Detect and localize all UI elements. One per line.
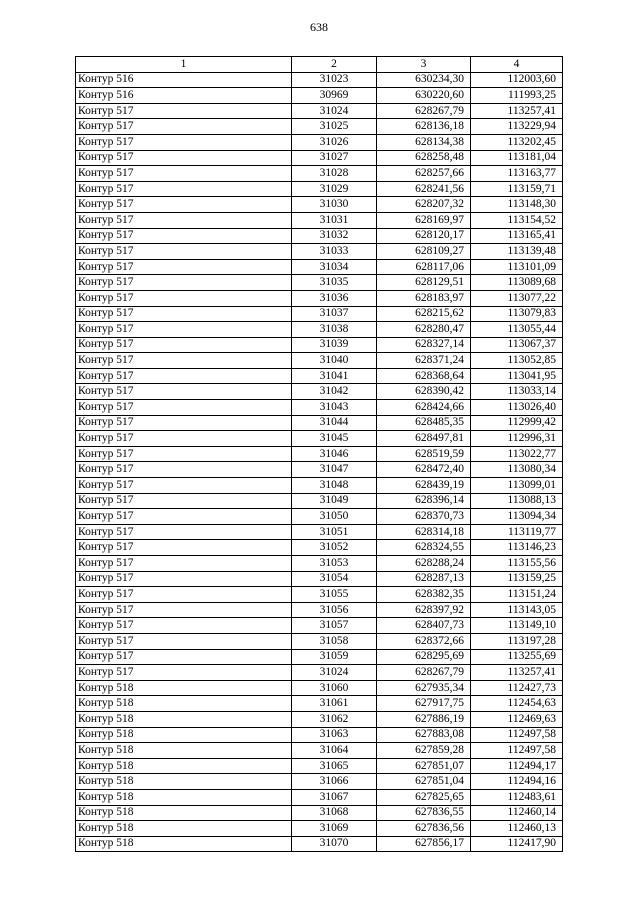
table-row [76,680,563,696]
y-coordinate-cell: 113165,41 [471,228,563,244]
table-row [76,524,563,540]
x-coordinate-cell: 628397,92 [377,602,471,618]
point-number-cell: 31057 [292,618,377,634]
x-coordinate-cell: 628257,66 [377,166,471,182]
y-coordinate-cell: 113041,95 [471,368,563,384]
contour-name-cell: Контур 517 [76,322,292,338]
table-row [76,244,563,260]
x-coordinate-cell: 628267,79 [377,665,471,681]
x-coordinate-cell: 628287,13 [377,571,471,587]
y-coordinate-cell: 113088,13 [471,493,563,509]
point-number-cell: 31024 [292,103,377,119]
table-row [76,259,563,275]
y-coordinate-cell: 112460,13 [471,821,563,837]
x-coordinate-cell: 628407,73 [377,618,471,634]
x-coordinate-cell: 628472,40 [377,462,471,478]
point-number-cell: 31026 [292,134,377,150]
coordinates-table [75,56,563,852]
table-row [76,602,563,618]
x-coordinate-cell: 628134,38 [377,134,471,150]
y-coordinate-cell: 113159,25 [471,571,563,587]
y-coordinate-cell: 113143,05 [471,602,563,618]
y-coordinate-cell: 112494,16 [471,774,563,790]
table-header-row [76,57,563,73]
y-coordinate-cell: 112460,14 [471,805,563,821]
point-number-cell: 31051 [292,524,377,540]
x-coordinate-cell: 627856,17 [377,836,471,852]
y-coordinate-cell: 113197,28 [471,633,563,649]
contour-name-cell: Контур 518 [76,758,292,774]
x-coordinate-cell: 627859,28 [377,743,471,759]
point-number-cell: 31038 [292,322,377,338]
y-coordinate-cell: 113022,77 [471,446,563,462]
y-coordinate-cell: 113154,52 [471,212,563,228]
contour-name-cell: Контур 517 [76,633,292,649]
point-number-cell: 31044 [292,415,377,431]
contour-name-cell: Контур 518 [76,774,292,790]
y-coordinate-cell: 112454,63 [471,696,563,712]
x-coordinate-cell: 628215,62 [377,306,471,322]
x-coordinate-cell: 628120,17 [377,228,471,244]
point-number-cell: 31035 [292,275,377,291]
contour-name-cell: Контур 517 [76,368,292,384]
y-coordinate-cell: 113101,09 [471,259,563,275]
x-coordinate-cell: 628267,79 [377,103,471,119]
table-row [76,633,563,649]
point-number-cell: 31055 [292,587,377,603]
y-coordinate-cell: 111993,25 [471,88,563,104]
contour-name-cell: Контур 517 [76,571,292,587]
point-number-cell: 31036 [292,290,377,306]
x-coordinate-cell: 628370,73 [377,509,471,525]
x-coordinate-cell: 630220,60 [377,88,471,104]
x-coordinate-cell: 628519,59 [377,446,471,462]
point-number-cell: 31046 [292,446,377,462]
table-row [76,353,563,369]
y-coordinate-cell: 113155,56 [471,556,563,572]
y-coordinate-cell: 113257,41 [471,665,563,681]
point-number-cell: 31061 [292,696,377,712]
table-row [76,88,563,104]
table-row [76,150,563,166]
x-coordinate-cell: 628327,14 [377,337,471,353]
contour-name-cell: Контур 518 [76,680,292,696]
point-number-cell: 31067 [292,789,377,805]
point-number-cell: 31065 [292,758,377,774]
contour-name-cell: Контур 517 [76,587,292,603]
point-number-cell: 31023 [292,72,377,88]
table-row [76,789,563,805]
table-row [76,493,563,509]
table-row [76,556,563,572]
y-coordinate-cell: 113148,30 [471,197,563,213]
y-coordinate-cell: 113089,68 [471,275,563,291]
x-coordinate-cell: 627917,75 [377,696,471,712]
point-number-cell: 31056 [292,602,377,618]
contour-name-cell: Контур 517 [76,649,292,665]
x-coordinate-cell: 627935,34 [377,680,471,696]
contour-name-cell: Контур 517 [76,540,292,556]
contour-name-cell: Контур 516 [76,88,292,104]
x-coordinate-cell: 628382,35 [377,587,471,603]
contour-name-cell: Контур 517 [76,665,292,681]
table-row [76,306,563,322]
table-row [76,727,563,743]
contour-name-cell: Контур 517 [76,400,292,416]
table-row [76,275,563,291]
contour-name-cell: Контур 517 [76,384,292,400]
point-number-cell: 31063 [292,727,377,743]
contour-name-cell: Контур 518 [76,789,292,805]
x-coordinate-cell: 628396,14 [377,493,471,509]
y-coordinate-cell: 113052,85 [471,353,563,369]
contour-name-cell: Контур 517 [76,244,292,260]
contour-name-cell: Контур 517 [76,166,292,182]
point-number-cell: 31059 [292,649,377,665]
x-coordinate-cell: 628324,55 [377,540,471,556]
y-coordinate-cell: 113146,23 [471,540,563,556]
point-number-cell: 31027 [292,150,377,166]
point-number-cell: 31034 [292,259,377,275]
point-number-cell: 31049 [292,493,377,509]
y-coordinate-cell: 113067,37 [471,337,563,353]
point-number-cell: 31042 [292,384,377,400]
y-coordinate-cell: 112497,58 [471,727,563,743]
y-coordinate-cell: 112427,73 [471,680,563,696]
point-number-cell: 31029 [292,181,377,197]
contour-name-cell: Контур 517 [76,259,292,275]
contour-name-cell: Контур 518 [76,821,292,837]
contour-name-cell: Контур 517 [76,275,292,291]
contour-name-cell: Контур 517 [76,618,292,634]
y-coordinate-cell: 113094,34 [471,509,563,525]
x-coordinate-cell: 627883,08 [377,727,471,743]
y-coordinate-cell: 113077,22 [471,290,563,306]
contour-name-cell: Контур 517 [76,493,292,509]
column-header-2: 2 [292,57,377,73]
table-row [76,587,563,603]
table-row [76,228,563,244]
table-row [76,774,563,790]
contour-name-cell: Контур 517 [76,228,292,244]
point-number-cell: 31070 [292,836,377,852]
y-coordinate-cell: 112494,17 [471,758,563,774]
y-coordinate-cell: 112999,42 [471,415,563,431]
contour-name-cell: Контур 517 [76,431,292,447]
y-coordinate-cell: 113163,77 [471,166,563,182]
point-number-cell: 31062 [292,711,377,727]
contour-name-cell: Контур 518 [76,836,292,852]
contour-name-cell: Контур 517 [76,353,292,369]
table-row [76,758,563,774]
x-coordinate-cell: 628136,18 [377,119,471,135]
x-coordinate-cell: 627851,07 [377,758,471,774]
x-coordinate-cell: 628258,48 [377,150,471,166]
table-row [76,665,563,681]
table-row [76,290,563,306]
point-number-cell: 31048 [292,478,377,494]
x-coordinate-cell: 630234,30 [377,72,471,88]
y-coordinate-cell: 112483,61 [471,789,563,805]
y-coordinate-cell: 113159,71 [471,181,563,197]
y-coordinate-cell: 113151,24 [471,587,563,603]
point-number-cell: 31053 [292,556,377,572]
column-header-1: 1 [76,57,292,73]
table-row [76,400,563,416]
y-coordinate-cell: 113080,34 [471,462,563,478]
contour-name-cell: Контур 517 [76,602,292,618]
y-coordinate-cell: 113055,44 [471,322,563,338]
point-number-cell: 31041 [292,368,377,384]
column-header-4: 4 [471,57,563,73]
point-number-cell: 31037 [292,306,377,322]
table-row [76,509,563,525]
table-row [76,119,563,135]
contour-name-cell: Контур 518 [76,727,292,743]
x-coordinate-cell: 627836,55 [377,805,471,821]
table-row [76,478,563,494]
contour-name-cell: Контур 517 [76,446,292,462]
x-coordinate-cell: 628371,24 [377,353,471,369]
y-coordinate-cell: 113257,41 [471,103,563,119]
point-number-cell: 31025 [292,119,377,135]
table-row [76,462,563,478]
contour-name-cell: Контур 517 [76,150,292,166]
point-number-cell: 31058 [292,633,377,649]
table-row [76,72,563,88]
contour-name-cell: Контур 517 [76,306,292,322]
x-coordinate-cell: 628183,97 [377,290,471,306]
contour-name-cell: Контур 517 [76,197,292,213]
y-coordinate-cell: 112417,90 [471,836,563,852]
y-coordinate-cell: 113099,01 [471,478,563,494]
x-coordinate-cell: 628117,06 [377,259,471,275]
table-row [76,166,563,182]
contour-name-cell: Контур 517 [76,524,292,540]
x-coordinate-cell: 627825,65 [377,789,471,805]
point-number-cell: 30969 [292,88,377,104]
point-number-cell: 31028 [292,166,377,182]
point-number-cell: 31047 [292,462,377,478]
x-coordinate-cell: 628497,81 [377,431,471,447]
y-coordinate-cell: 112469,63 [471,711,563,727]
y-coordinate-cell: 113149,10 [471,618,563,634]
table-row [76,821,563,837]
x-coordinate-cell: 628295,69 [377,649,471,665]
contour-name-cell: Контур 517 [76,134,292,150]
y-coordinate-cell: 113079,83 [471,306,563,322]
table-row [76,446,563,462]
point-number-cell: 31039 [292,337,377,353]
point-number-cell: 31033 [292,244,377,260]
contour-name-cell: Контур 517 [76,509,292,525]
column-header-3: 3 [377,57,471,73]
table-row [76,322,563,338]
point-number-cell: 31069 [292,821,377,837]
table-body [76,72,563,852]
x-coordinate-cell: 628169,97 [377,212,471,228]
x-coordinate-cell: 627851,04 [377,774,471,790]
point-number-cell: 31024 [292,665,377,681]
table-row [76,368,563,384]
y-coordinate-cell: 113119,77 [471,524,563,540]
x-coordinate-cell: 628280,47 [377,322,471,338]
table-row [76,836,563,852]
y-coordinate-cell: 112497,58 [471,743,563,759]
table-row [76,197,563,213]
page-number: 638 [310,20,328,34]
table-row [76,181,563,197]
x-coordinate-cell: 628439,19 [377,478,471,494]
x-coordinate-cell: 628314,18 [377,524,471,540]
point-number-cell: 31064 [292,743,377,759]
x-coordinate-cell: 628241,56 [377,181,471,197]
point-number-cell: 31068 [292,805,377,821]
contour-name-cell: Контур 517 [76,212,292,228]
contour-name-cell: Контур 518 [76,696,292,712]
table-row [76,711,563,727]
x-coordinate-cell: 628129,51 [377,275,471,291]
x-coordinate-cell: 628372,66 [377,633,471,649]
y-coordinate-cell: 112996,31 [471,431,563,447]
x-coordinate-cell: 627836,56 [377,821,471,837]
table-row [76,696,563,712]
point-number-cell: 31040 [292,353,377,369]
x-coordinate-cell: 628368,64 [377,368,471,384]
contour-name-cell: Контур 517 [76,119,292,135]
contour-name-cell: Контур 516 [76,72,292,88]
table-row [76,212,563,228]
table-row [76,337,563,353]
x-coordinate-cell: 628207,32 [377,197,471,213]
point-number-cell: 31054 [292,571,377,587]
contour-name-cell: Контур 518 [76,743,292,759]
table-row [76,384,563,400]
y-coordinate-cell: 113026,40 [471,400,563,416]
x-coordinate-cell: 627886,19 [377,711,471,727]
contour-name-cell: Контур 517 [76,462,292,478]
y-coordinate-cell: 113202,45 [471,134,563,150]
x-coordinate-cell: 628288,24 [377,556,471,572]
table-row [76,571,563,587]
point-number-cell: 31066 [292,774,377,790]
table-row [76,431,563,447]
contour-name-cell: Контур 517 [76,478,292,494]
y-coordinate-cell: 113229,94 [471,119,563,135]
contour-name-cell: Контур 518 [76,805,292,821]
contour-name-cell: Контур 517 [76,415,292,431]
point-number-cell: 31052 [292,540,377,556]
table-row [76,415,563,431]
contour-name-cell: Контур 517 [76,181,292,197]
y-coordinate-cell: 113255,69 [471,649,563,665]
point-number-cell: 31060 [292,680,377,696]
table-row [76,649,563,665]
contour-name-cell: Контур 517 [76,337,292,353]
table-row [76,805,563,821]
y-coordinate-cell: 113181,04 [471,150,563,166]
x-coordinate-cell: 628390,42 [377,384,471,400]
table-row [76,540,563,556]
point-number-cell: 31030 [292,197,377,213]
point-number-cell: 31031 [292,212,377,228]
y-coordinate-cell: 112003,60 [471,72,563,88]
y-coordinate-cell: 113139,48 [471,244,563,260]
point-number-cell: 31045 [292,431,377,447]
contour-name-cell: Контур 517 [76,290,292,306]
contour-name-cell: Контур 518 [76,711,292,727]
table-row [76,618,563,634]
contour-name-cell: Контур 517 [76,556,292,572]
x-coordinate-cell: 628109,27 [377,244,471,260]
point-number-cell: 31050 [292,509,377,525]
x-coordinate-cell: 628485,35 [377,415,471,431]
table-row [76,134,563,150]
x-coordinate-cell: 628424,66 [377,400,471,416]
table-row [76,103,563,119]
y-coordinate-cell: 113033,14 [471,384,563,400]
contour-name-cell: Контур 517 [76,103,292,119]
point-number-cell: 31032 [292,228,377,244]
point-number-cell: 31043 [292,400,377,416]
table-row [76,743,563,759]
